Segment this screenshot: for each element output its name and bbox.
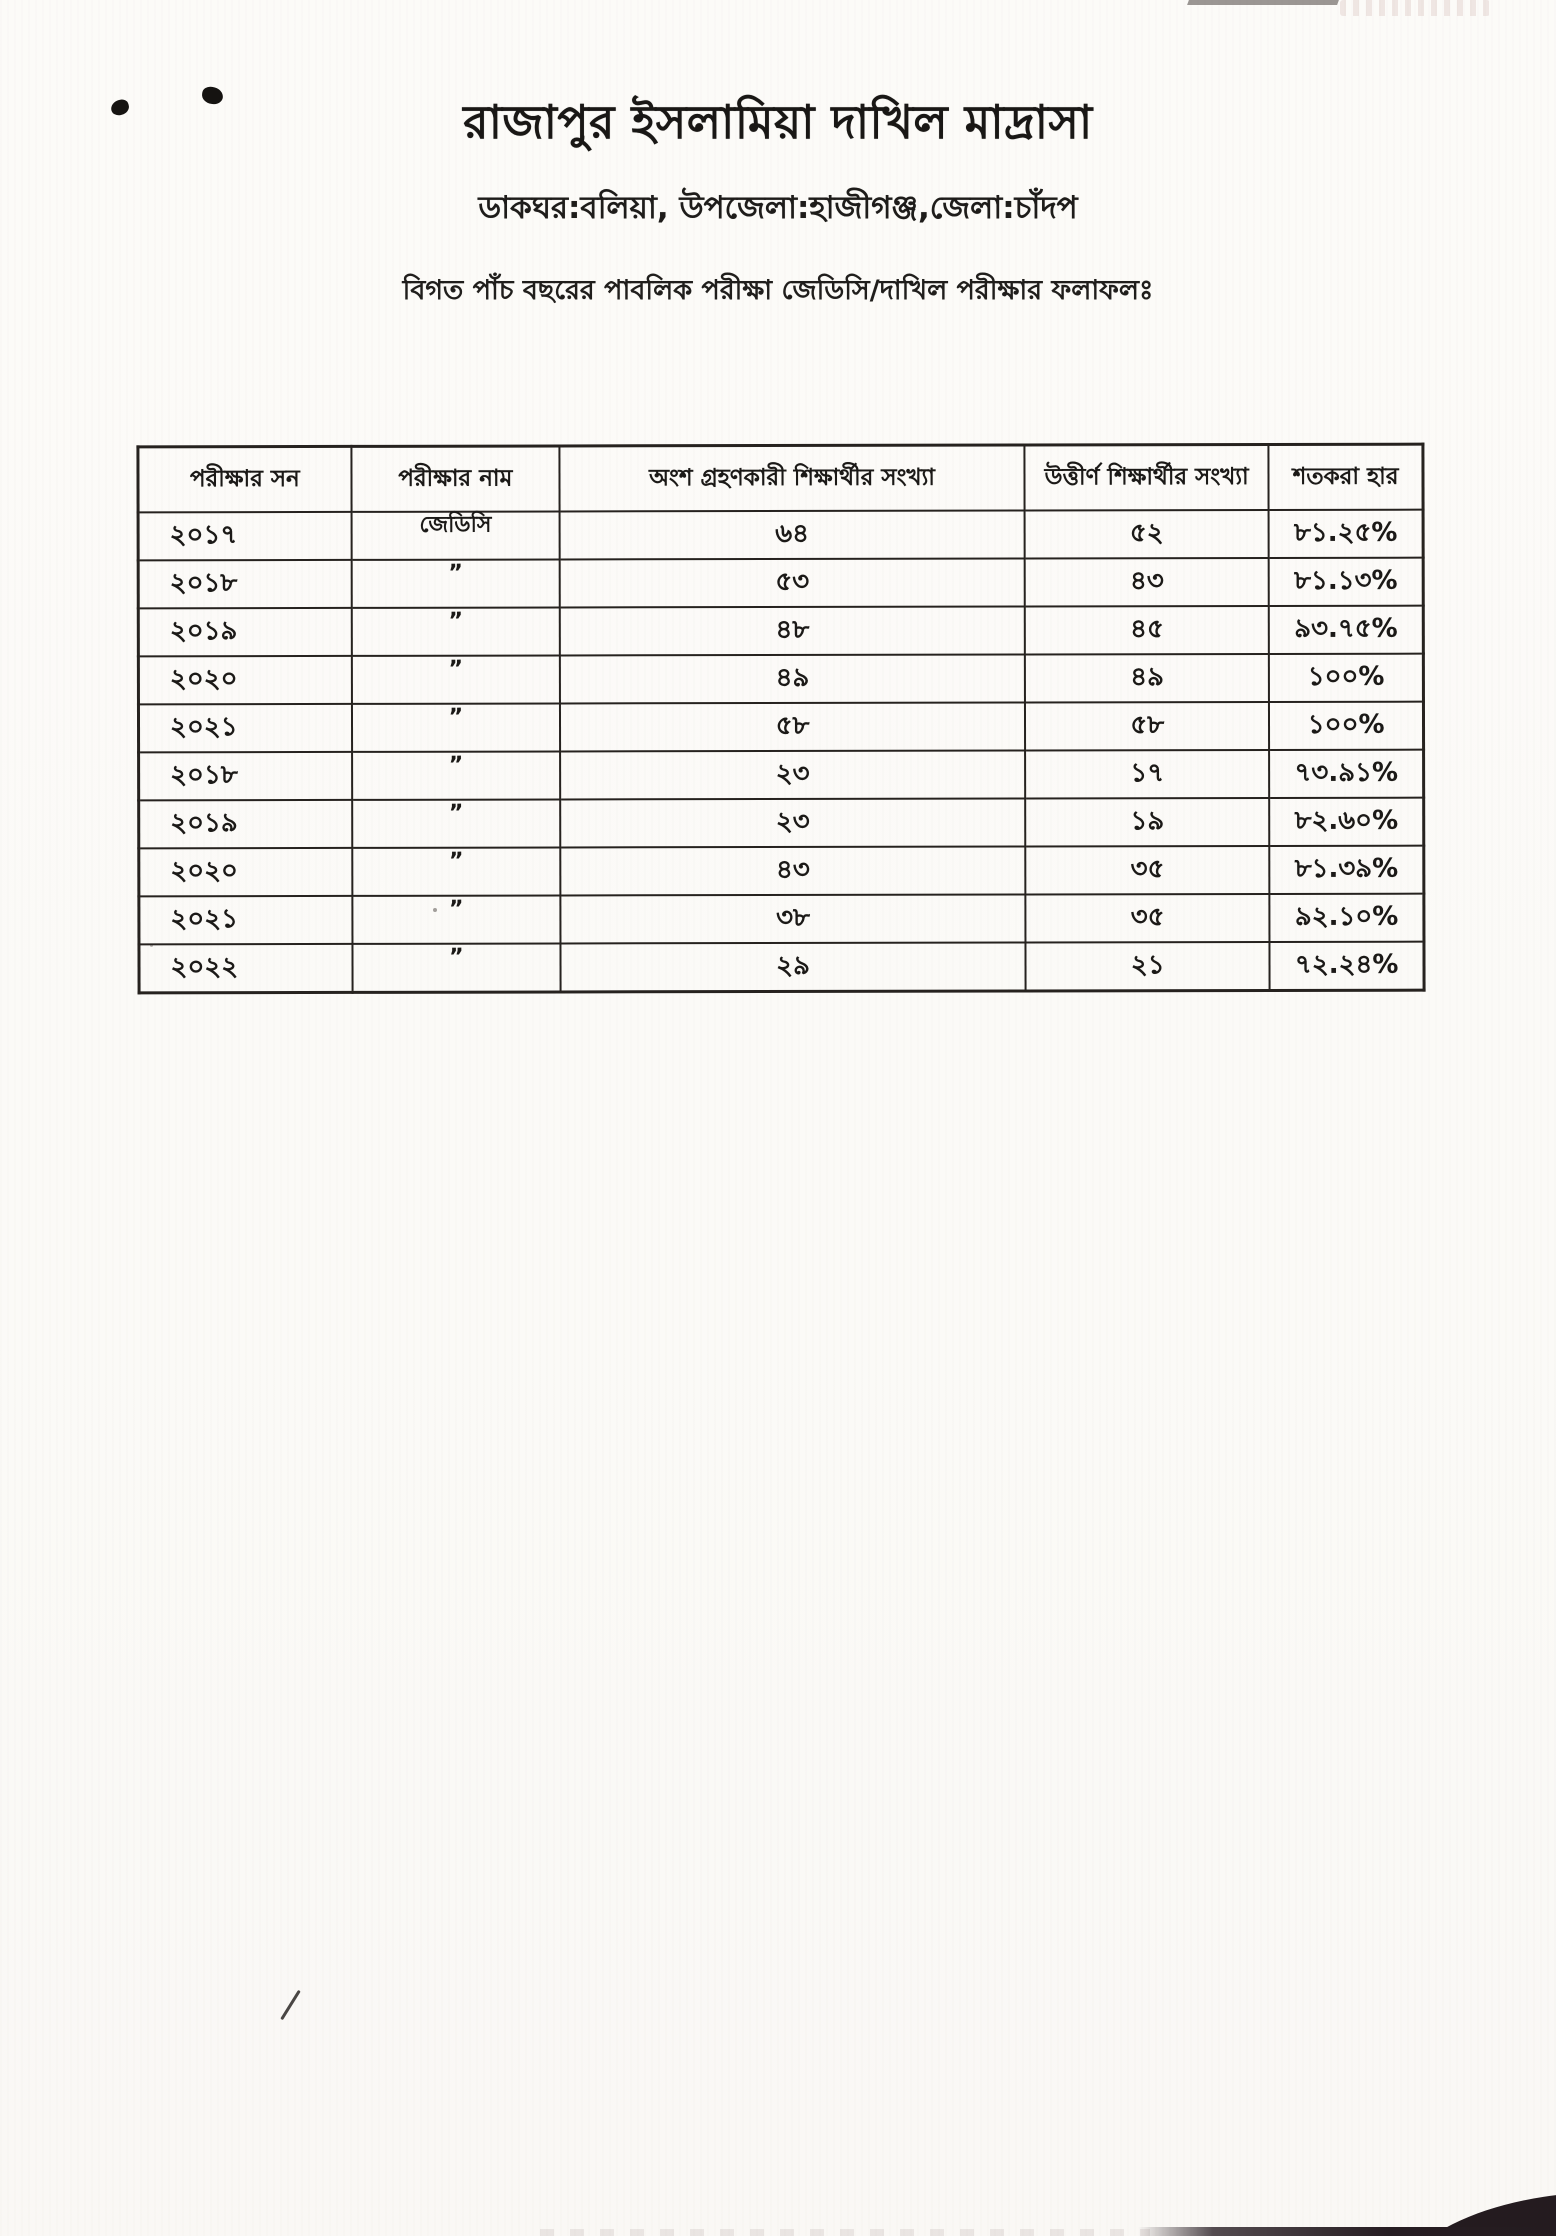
subject-line: বিগত পাঁচ বছরের পাবলিক পরীক্ষা জেডিসি/দাখিল পরীক্ষার ফলাফলঃ (402, 275, 1154, 306)
column-header-exam-year: পরীক্ষার সন (138, 446, 351, 512)
cell-passed: ৩৫ (1025, 846, 1269, 895)
scan-smudge-artifact (540, 2229, 1150, 2236)
cell-exam-year: ২০২০ (138, 656, 351, 704)
table-row (139, 846, 1424, 897)
cell-participants: ৪৮ (560, 606, 1025, 655)
cell-exam-year: ২০২১ (139, 896, 352, 944)
scan-shadow-blob-artifact (1388, 2192, 1556, 2236)
cell-percentage: ৮১.৩৯% (1270, 846, 1424, 894)
cell-exam-name: ” (352, 943, 560, 992)
cell-exam-name: ” (351, 559, 559, 607)
cell-participants: ২৯ (560, 942, 1025, 991)
cell-exam-name: ” (352, 895, 560, 943)
cell-exam-year: ২০২০ (139, 848, 352, 896)
cell-exam-name: ” (352, 703, 560, 751)
page-title: রাজাপুর ইসলামিয়া দাখিল মাদ্রাসা (463, 95, 1093, 149)
cell-percentage: ৮১.২৫% (1269, 510, 1423, 558)
cell-exam-name: ” (352, 655, 560, 703)
cell-percentage: ৮২.৬০% (1269, 798, 1423, 846)
cell-passed: ১৭ (1025, 750, 1269, 799)
cell-exam-year: ২০২২ (139, 944, 352, 993)
cell-percentage: ১০০% (1269, 702, 1423, 750)
scan-shadow-band-artifact (1138, 2227, 1556, 2236)
column-header-exam-name: পরীক্ষার নাম (351, 446, 559, 512)
table-row (139, 798, 1424, 849)
exam-results-table (136, 443, 1425, 995)
results-table-container (137, 444, 1425, 993)
cell-percentage: ৭৩.৯১% (1269, 750, 1423, 798)
table-row (139, 942, 1424, 993)
cell-participants: ৫৮ (560, 702, 1025, 751)
table-body (138, 510, 1424, 993)
cell-exam-year: ২০১৮ (139, 752, 352, 800)
cell-exam-year: ২০১৮ (138, 560, 351, 608)
table-row (138, 654, 1423, 705)
cell-exam-name: ” (352, 751, 560, 799)
table-row (139, 894, 1424, 945)
cell-exam-name: ” (352, 799, 560, 847)
column-header-participants: অংশ গ্রহণকারী শিক্ষার্থীর সংখ্যা (559, 445, 1024, 511)
column-header-passed: উত্তীর্ণ শিক্ষার্থীর সংখ্যা (1025, 444, 1269, 510)
cell-exam-year: ২০১৯ (138, 608, 351, 656)
cell-passed: ৪৩ (1025, 558, 1269, 607)
cell-exam-name: জেডিসি (351, 511, 559, 559)
cell-exam-year: ২০২১ (138, 704, 351, 752)
document-header (0, 0, 1556, 315)
table-row (138, 606, 1423, 657)
cell-passed: ৪৫ (1025, 606, 1269, 655)
cell-exam-year: ২০১৭ (138, 512, 351, 560)
cell-exam-year: ২০১৯ (139, 800, 352, 848)
table-row (138, 558, 1423, 609)
cell-passed: ৫২ (1025, 510, 1269, 559)
cell-exam-name: ” (352, 607, 560, 655)
cell-percentage: ৮১.১৩% (1269, 558, 1423, 606)
table-row (139, 750, 1424, 801)
cell-passed: ৪৯ (1025, 654, 1269, 703)
address-line: ডাকঘর:বলিয়া, উপজেলা:হাজীগঞ্জ,জেলা:চাঁদপ (478, 190, 1078, 226)
cell-percentage: ৯৩.৭৫% (1269, 606, 1423, 654)
column-header-percentage: শতকরা হার (1269, 444, 1423, 510)
cell-passed: ২১ (1026, 942, 1270, 991)
cell-participants: ৬৪ (560, 510, 1025, 559)
table-header-row (138, 444, 1423, 512)
cell-passed: ১৯ (1025, 798, 1269, 847)
pen-stroke-artifact (280, 1990, 301, 2020)
cell-exam-name: ” (352, 847, 560, 895)
cell-participants: ৪৯ (560, 654, 1025, 703)
cell-passed: ৫৮ (1025, 702, 1269, 751)
cell-passed: ৩৫ (1025, 894, 1269, 943)
table-row (138, 702, 1423, 753)
cell-participants: ৪৩ (560, 846, 1025, 895)
table-row (138, 510, 1423, 561)
cell-percentage: ১০০% (1269, 654, 1423, 702)
cell-participants: ৫৩ (560, 558, 1025, 607)
cell-participants: ২৩ (560, 750, 1025, 799)
cell-participants: ২৩ (560, 798, 1025, 847)
cell-percentage: ৯২.১০% (1270, 894, 1424, 942)
cell-percentage: ৭২.২৪% (1270, 942, 1424, 991)
cell-participants: ৩৮ (560, 894, 1025, 943)
